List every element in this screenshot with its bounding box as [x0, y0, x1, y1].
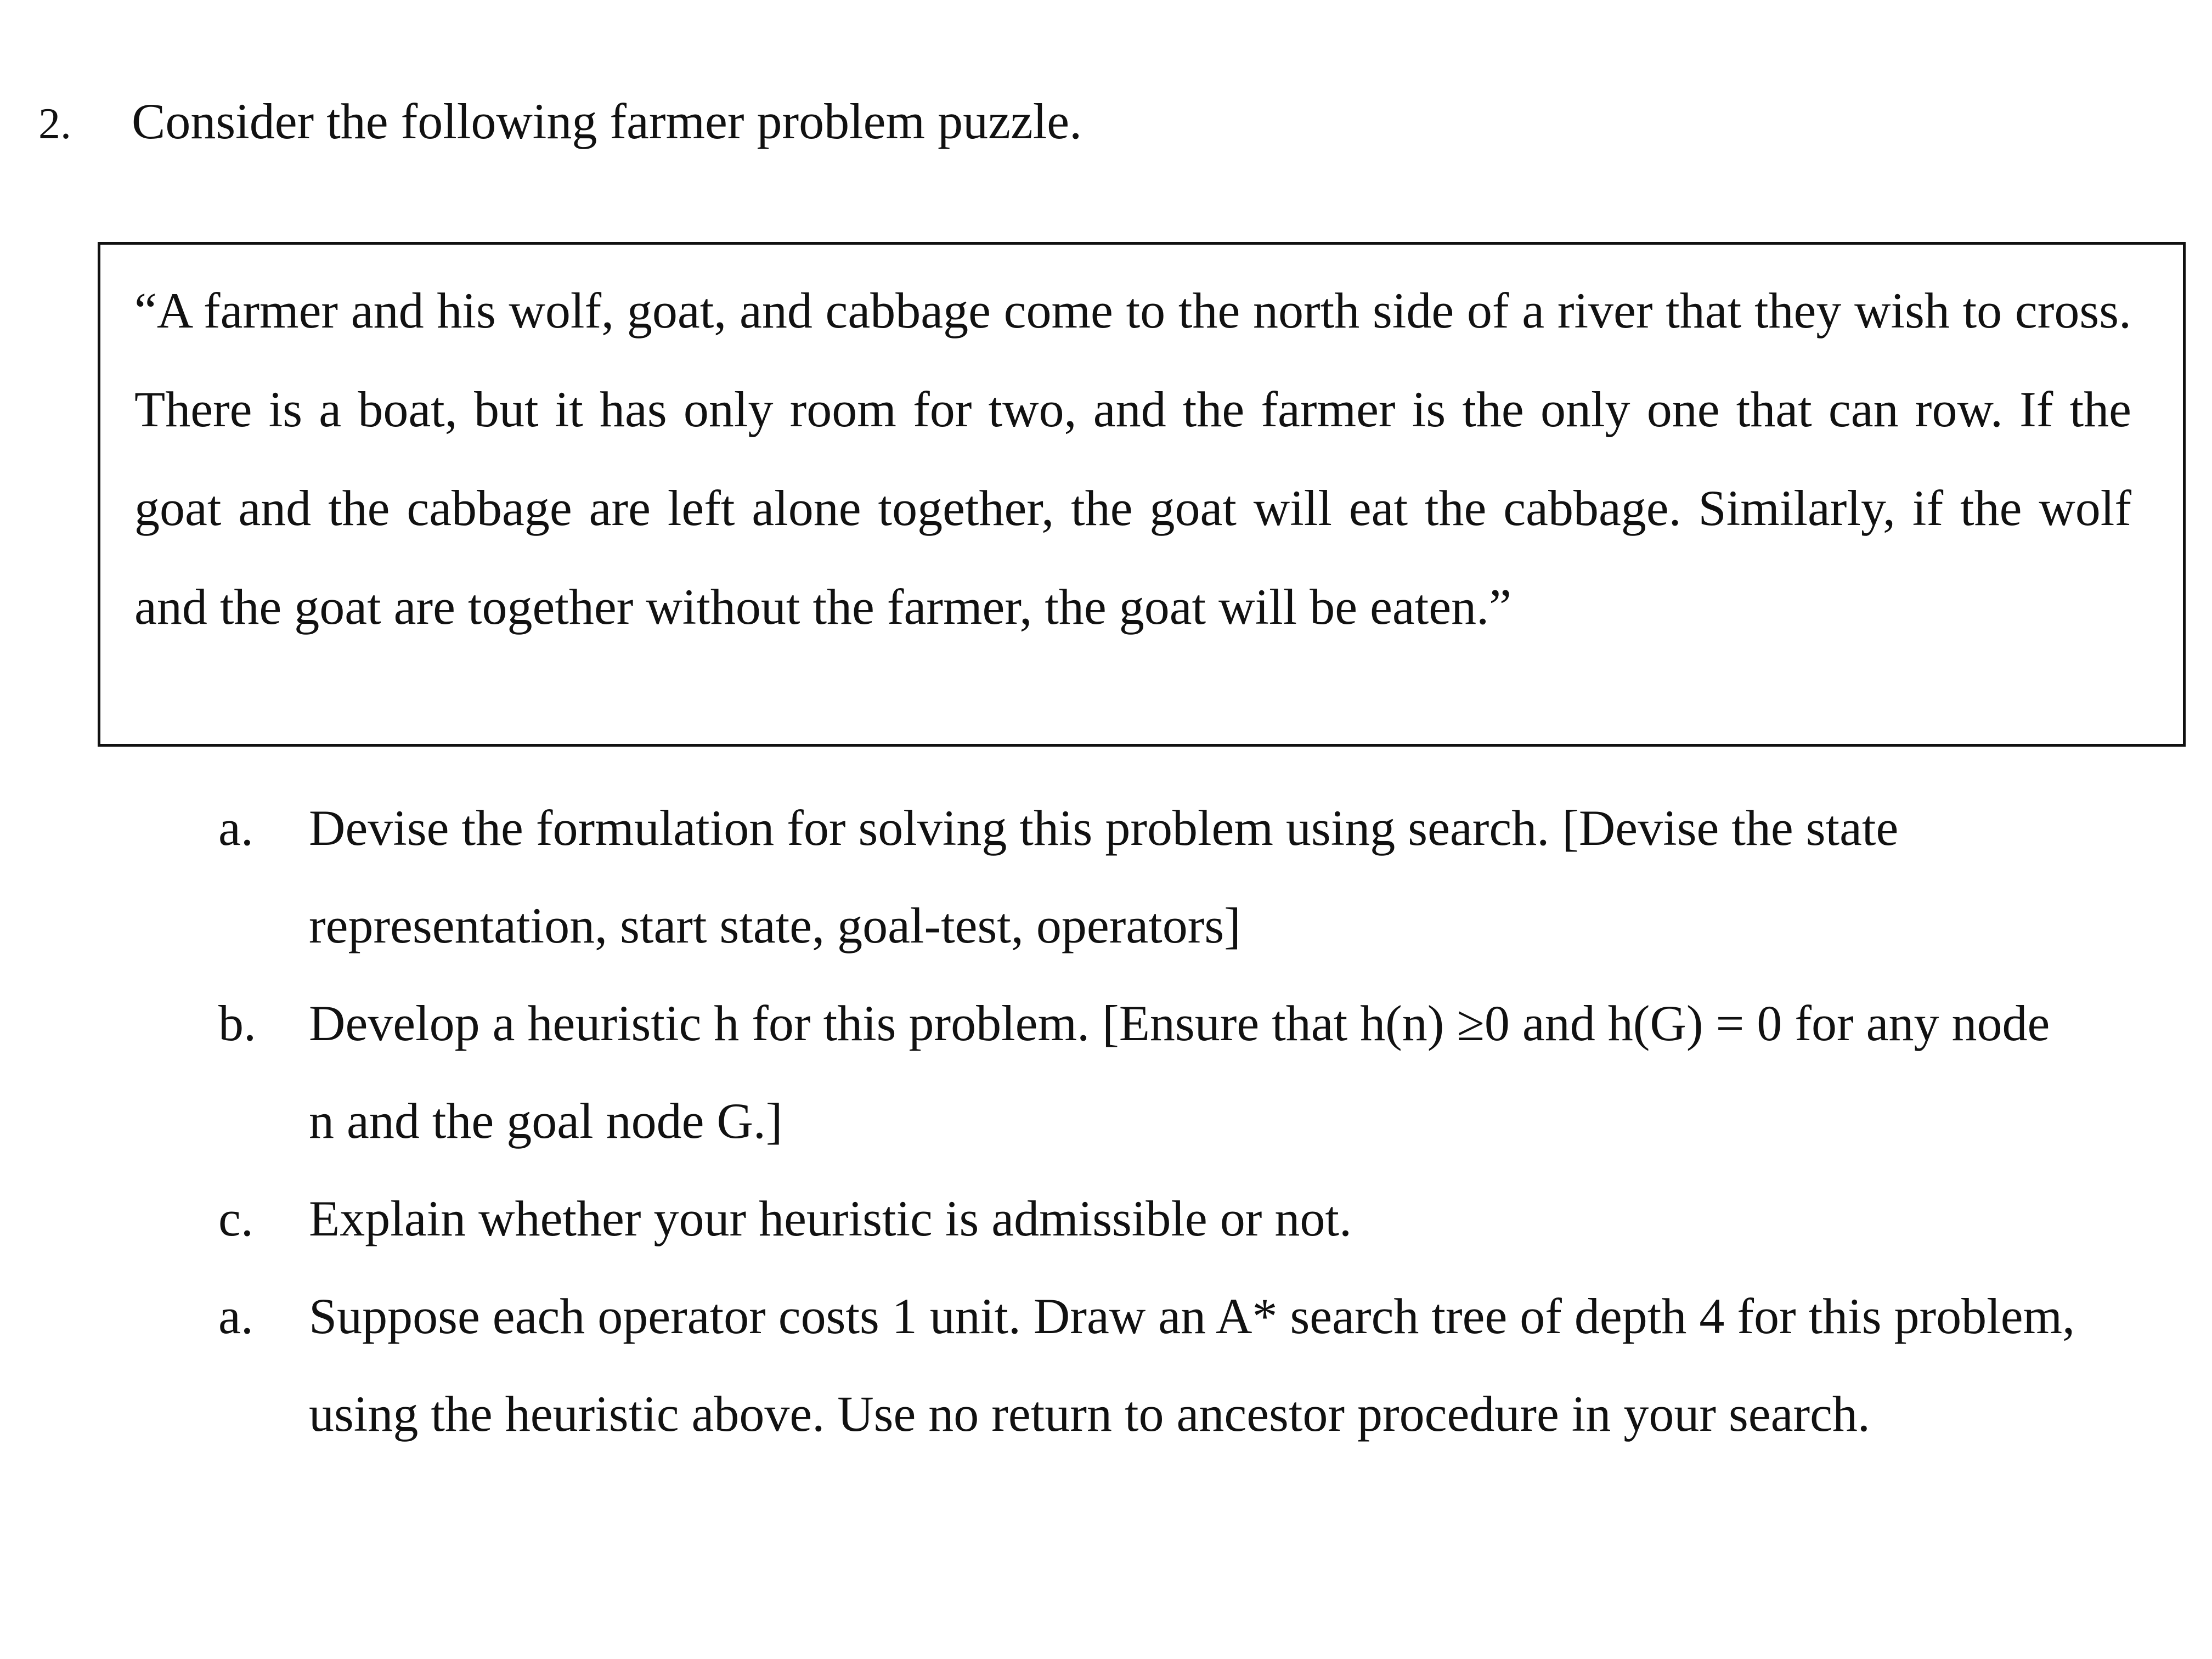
sub-question-b: [218, 974, 2193, 1170]
sub-question-list: [218, 779, 2193, 1463]
sub-question-letter: b.: [218, 995, 256, 1051]
sub-question-letter: a.: [218, 1288, 253, 1344]
question-number: 2.: [38, 100, 71, 148]
sub-question-text: Develop a heuristic h for this problem. [Ensure that h(n) ≥0 and h(G) = 0 for any node n and the goal node G.]: [309, 995, 2050, 1149]
sub-question-text: Devise the formulation for solving this problem using search. [Devise the state representation, start state, goal-test, operators]: [309, 800, 1899, 953]
sub-question-a: [218, 779, 2193, 974]
puzzle-quote-text: “A farmer and his wolf, goat, and cabbage come to the north side of a river that they wish to cross. There is a boat, but it has only room for two, and the farmer is the only one that can row. If the goat and the cabbage are left alone together, the goat will eat the cabbage. Similarly, if the wolf and the goat are together without the farmer, the goat will be eaten.”: [134, 283, 2131, 635]
sub-question-c: [218, 1170, 2193, 1267]
sub-question-letter: a.: [218, 800, 253, 856]
question-heading: [38, 93, 1082, 149]
question-intro: Consider the following farmer problem puzzle.: [132, 93, 1082, 149]
sub-question-text: Suppose each operator costs 1 unit. Draw an A* search tree of depth 4 for this problem, using the heuristic above. Use no return to ancestor procedure in your search.: [309, 1288, 2075, 1442]
sub-question-letter: c.: [218, 1190, 253, 1246]
sub-question-d: [218, 1267, 2193, 1463]
puzzle-quote-box: [98, 242, 2186, 747]
sub-question-text: Explain whether your heuristic is admissible or not.: [309, 1190, 1352, 1246]
